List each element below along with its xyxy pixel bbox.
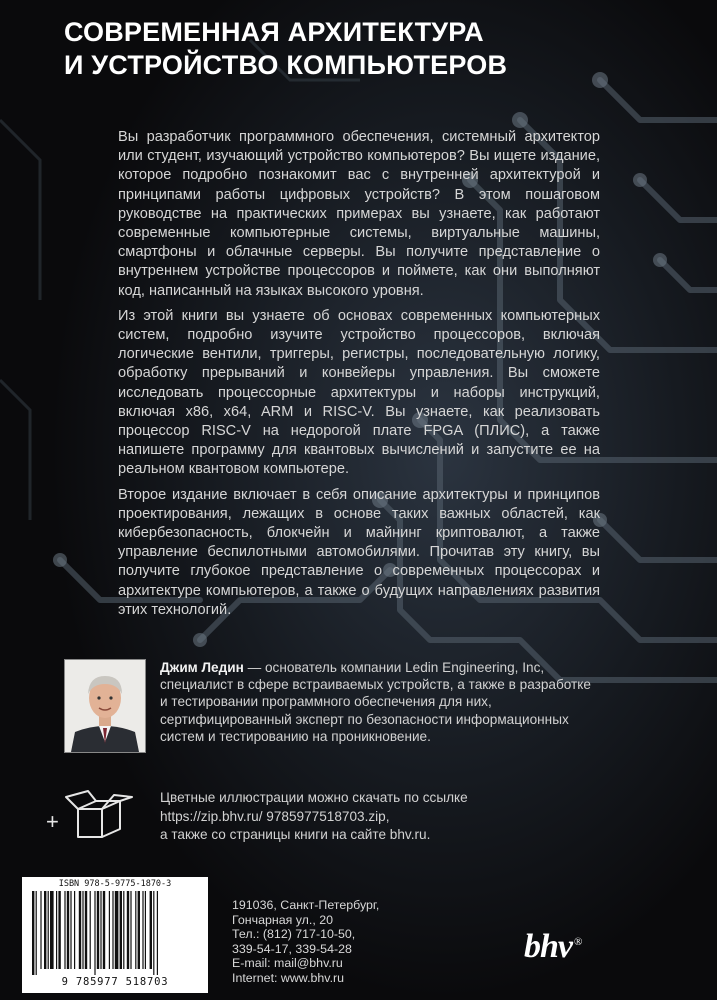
barcode-bar xyxy=(67,891,69,969)
author-description: — основатель компании Ledin Engineering, Inc, специалист в сфере встраиваемых устройств, а также в разработке и тестировании программного обеспечения для них, сертифицированный эксперт по безопасности информационных систем и тестированию на проникновение. xyxy=(160,660,591,744)
author-photo xyxy=(64,659,146,753)
barcode-bar xyxy=(120,891,122,969)
address-line-1: 191036, Санкт-Петербург, xyxy=(232,898,380,912)
description-paragraph-2: Из этой книги вы узнаете об основах современных компьютерных систем, подробно изучите устройство процессоров, включая логические вентили, триггеры, регистры, последовательную логику, обработку прерываний и конвейеры управления. Вы сможете исследовать процессорные архитектуры и наборы инструкций, включая x86, x64, ARM и RISC-V. Вы узнаете, как реализовать процессор RISC-V на недорогой плате FPGA (ПЛИС), а также напишете программу для квантовых вычислений и запустите ее на реальном квантовом компьютере. xyxy=(118,307,600,478)
barcode-bar xyxy=(94,891,95,975)
barcode-bar xyxy=(145,891,146,969)
publisher-logo xyxy=(524,928,614,978)
publisher-address xyxy=(232,898,452,986)
download-line-3: а также со страницы книги на сайте bhv.ru. xyxy=(160,827,431,842)
barcode-bar xyxy=(127,891,129,969)
barcode-bar xyxy=(79,891,81,969)
registered-mark: ® xyxy=(574,935,582,948)
barcode-bar xyxy=(70,891,71,969)
isbn-number: ISBN 978-5-9775-1870-3 xyxy=(58,879,172,889)
barcode-bar xyxy=(103,891,105,969)
download-info xyxy=(160,789,560,845)
author-name: Джим Ледин xyxy=(160,660,244,675)
barcode-bar xyxy=(100,891,101,969)
address-line-2: Гончарная ул., 20 xyxy=(232,912,333,927)
book-description xyxy=(118,128,600,626)
open-box-icon xyxy=(40,785,140,845)
barcode-bar xyxy=(130,891,131,969)
barcode-bar xyxy=(157,891,158,975)
barcode-bar xyxy=(153,891,154,975)
address-line-3: Тел.: (812) 717-10-50, xyxy=(232,927,356,942)
barcode-bar xyxy=(44,891,46,969)
barcode-bar xyxy=(115,891,119,969)
barcode-bar xyxy=(64,891,65,969)
barcode-bar xyxy=(32,891,34,975)
barcode-bar xyxy=(150,891,152,969)
barcode-bar xyxy=(82,891,83,969)
barcode-bars xyxy=(30,891,200,975)
author-bio xyxy=(160,659,600,745)
plus-icon: + xyxy=(46,809,59,834)
address-website: Internet: www.bhv.ru xyxy=(232,970,345,985)
barcode-bar xyxy=(109,891,110,969)
book-title-line-1: СОВРЕМЕННАЯ АРХИТЕКТУРА xyxy=(64,17,484,47)
book-title xyxy=(64,16,684,82)
barcode-bar xyxy=(142,891,143,969)
barcode-bar xyxy=(50,891,54,969)
barcode-bar xyxy=(40,891,41,969)
barcode-bar xyxy=(90,891,91,969)
barcode-bar xyxy=(123,891,124,969)
book-title-line-2: И УСТРОЙСТВО КОМПЬЮТЕРОВ xyxy=(64,50,508,80)
barcode-bar xyxy=(138,891,140,969)
author-portrait-image xyxy=(65,660,145,752)
barcode-digits: 9 785977 518703 xyxy=(61,976,169,988)
address-email: E-mail: mail@bhv.ru xyxy=(232,956,343,971)
download-line-1: Цветные иллюстрации можно скачать по ссылке xyxy=(160,790,468,805)
barcode-bar xyxy=(48,891,49,969)
description-paragraph-1: Вы разработчик программного обеспечения, системный архитектор или студент, изучающий устройство компьютеров? Вы ищете издание, которое подробно познакомит вас с внутренней архитектурой и принципами работы цифровых устройств? В этом пошаговом руководстве на практических примерах вы узнаете, как работают современные компьютерные системы, виртуальные машины, смартфоны и облачные серверы. Вы получите представление о внутреннем устройстве процессоров и поймете, как они выполняют код, написанный на языках высокого уровня. xyxy=(118,129,600,299)
barcode-bar xyxy=(85,891,87,969)
barcode-bar xyxy=(36,891,37,975)
address-line-4: 339-54-17, 339-54-28 xyxy=(232,941,352,956)
barcode-bar xyxy=(74,891,75,969)
barcode-bar xyxy=(58,891,60,969)
publisher-logo-text: bhv xyxy=(524,928,572,965)
barcode-bar xyxy=(56,891,57,969)
barcode-bar xyxy=(112,891,113,969)
barcode-bar xyxy=(97,891,99,969)
description-paragraph-3: Второе издание включает в себя описание архитектуры и принципов проектирования, лежащих в основе таких важных областей, как кибербезопасность, блокчейн и майнинг криптовалют, а также управление беспилотными автомобилями. Прочитав эту книгу, вы получите глубокое представление о современных процессорах и архитектуре компьютеров, а также о будущих направлениях развития этих технологий. xyxy=(118,486,600,618)
barcode-bar xyxy=(135,891,136,969)
download-link[interactable]: https://zip.bhv.ru/ 9785977518703.zip, xyxy=(160,808,390,824)
isbn-barcode xyxy=(22,877,208,993)
